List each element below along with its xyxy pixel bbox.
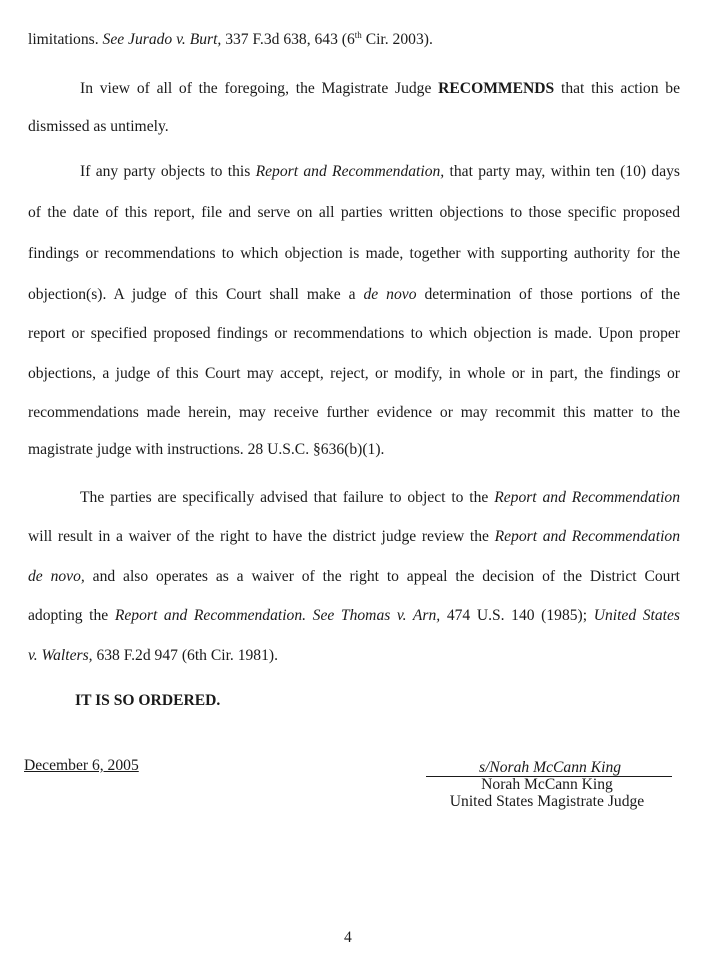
document-title: Report and Recommendation bbox=[494, 489, 680, 506]
case-citation: Report and Recommendation. See Thomas v. Arn, bbox=[114, 607, 441, 624]
superscript: th bbox=[354, 30, 362, 40]
text: objection(s). A judge of this Court shall make a bbox=[28, 286, 364, 303]
objections-line-1 bbox=[80, 163, 680, 181]
waiver-line-2 bbox=[28, 528, 680, 546]
text: that this action be bbox=[554, 80, 680, 97]
text: 337 F.3d 638, 643 (6 bbox=[221, 31, 355, 49]
objections-line-3: findings or recommendations to which objection is made, together with supporting authority for the bbox=[28, 245, 680, 262]
objections-line-5: report or specified proposed findings or recommendations to which objection is made. Upon proper bbox=[28, 325, 680, 342]
text: that party may, within ten (10) days bbox=[444, 163, 680, 180]
text: determination of those portions of the bbox=[416, 286, 680, 303]
case-citation: See Jurado v. Burt, bbox=[102, 31, 222, 49]
waiver-line-1 bbox=[80, 489, 680, 507]
document-title: Report and Recommendation, bbox=[255, 163, 445, 180]
recommendation-line-2: dismissed as untimely. bbox=[28, 118, 169, 135]
latin-term: de novo bbox=[363, 286, 417, 303]
text: The parties are specifically advised that failure to object to the bbox=[80, 489, 495, 506]
latin-term: de novo, bbox=[28, 568, 85, 585]
order-statement: IT IS SO ORDERED. bbox=[75, 692, 221, 709]
text: Cir. 2003). bbox=[361, 31, 433, 49]
waiver-line-4 bbox=[28, 607, 680, 625]
signer-title: United States Magistrate Judge bbox=[449, 793, 645, 810]
date: December 6, 2005 bbox=[24, 757, 139, 774]
continuation-line bbox=[28, 30, 433, 49]
text: and also operates as a waiver of the right to appeal the decision of the District Court bbox=[84, 568, 681, 585]
document-title: Report and Recommendation bbox=[494, 528, 680, 545]
case-citation: v. Walters, bbox=[28, 647, 93, 664]
objections-line-2: of the date of this report, file and serve on all parties written objections to those specific proposed bbox=[28, 204, 680, 221]
recommends-keyword: RECOMMENDS bbox=[438, 80, 555, 97]
objections-line-7: recommendations made herein, may receive further evidence or may recommit this matter to the bbox=[28, 404, 680, 421]
objections-line-6: objections, a judge of this Court may accept, reject, or modify, in whole or in part, the findings or bbox=[28, 365, 680, 382]
text: In view of all of the foregoing, the Magistrate Judge bbox=[80, 80, 439, 97]
text: 638 F.2d 947 (6th Cir. 1981). bbox=[92, 647, 278, 664]
waiver-line-5 bbox=[28, 647, 278, 665]
case-citation: United States bbox=[593, 607, 680, 624]
electronic-signature: s/Norah McCann King bbox=[478, 759, 622, 776]
signer-name: Norah McCann King bbox=[481, 776, 613, 793]
text: 474 U.S. 140 (1985); bbox=[440, 607, 594, 624]
waiver-line-3 bbox=[28, 568, 680, 586]
objections-line-4 bbox=[28, 286, 680, 304]
text: will result in a waiver of the right to have the district judge review the bbox=[28, 528, 495, 545]
text: limitations. bbox=[28, 31, 103, 49]
recommendation-line-1 bbox=[80, 80, 680, 98]
objections-line-8: magistrate judge with instructions. 28 U.S.C. §636(b)(1). bbox=[28, 441, 385, 458]
page-number: 4 bbox=[344, 929, 352, 946]
text: If any party objects to this bbox=[80, 163, 256, 180]
text: adopting the bbox=[28, 607, 115, 624]
